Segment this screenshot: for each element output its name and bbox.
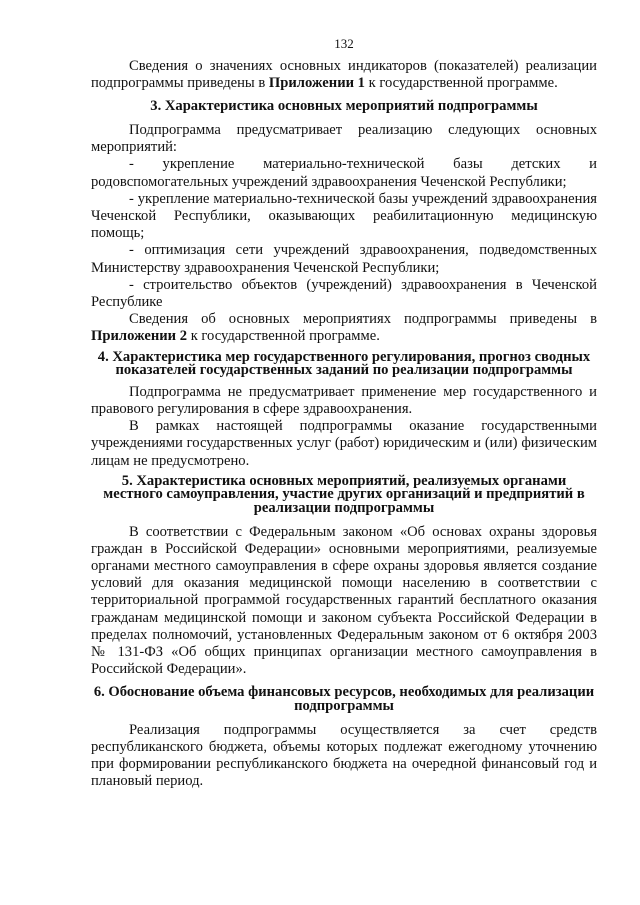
intro-appendix-ref: Приложении 1 bbox=[268, 75, 365, 92]
section-3-item: - строительство объектов (учреждений) здравоохранения в Чеченской Республике bbox=[91, 276, 597, 311]
section-3-note bbox=[91, 311, 597, 345]
section-3-lead: Подпрограмма предусматривает реализацию следующих основных мероприятий: bbox=[91, 122, 597, 156]
section-3-item: - укрепление материально-технической базы учреждений здравоохранения Чеченской Республики, оказывающих реабилитационную медицинскую помощь; bbox=[91, 190, 597, 242]
section-4-paragraph-2: В рамках настоящей подпрограммы оказание государственными учреждениями государственных услуг (работ) юридическим и (или) физическим лицам не предусмотрено. bbox=[91, 418, 597, 469]
intro-text-2: к государственной программе. bbox=[364, 75, 558, 92]
section-3-note-text-2: к государственной программе. bbox=[187, 328, 380, 345]
page-content bbox=[91, 58, 597, 790]
intro-text-1: Сведения о значениях основных индикаторов (показателей) реализации подпрограммы приведены в bbox=[91, 58, 597, 92]
section-5-heading: 5. Характеристика основных мероприятий, реализуемых органами местного самоуправления, участие других организаций и предприятий в реализации подпрограммы bbox=[103, 472, 585, 517]
section-6-paragraph-1: Реализация подпрограммы осуществляется за счет средств республиканского бюджета, объемы которых подлежат ежегодному уточнению при формировании республиканского бюджета на очередной финансовый год и плановый период. bbox=[91, 721, 597, 790]
section-3-item: - укрепление материально-технической базы детских и родовспомогательных учреждений здравоохранения Чеченской Республики; bbox=[91, 156, 597, 190]
section-3-note-text-1: Сведения об основных мероприятиях подпрограммы приведены в bbox=[129, 311, 597, 328]
section-3-heading: 3. Характеристика основных мероприятий подпрограммы bbox=[150, 98, 538, 115]
section-5-paragraph-1: В соответствии с Федеральным законом «Об основах охраны здоровья граждан в Российской Федерации» основными мероприятиями, реализуемые органами местного самоуправления в сфере охраны здоровья является создание условий для оказания медицинской помощи населению в соответствии с территориальной программой государственных гарантий бесплатного оказания гражданам медицинской помощи и законом субъекта Российской Федерации в пределах полномочий, установленных Федеральным законом от 6 октября 2003 № 131-ФЗ «Об общих принципах организации местного самоуправления в Российской Федерации». bbox=[91, 523, 597, 678]
section-4-heading: 4. Характеристика мер государственного регулирования, прогноз сводных показателей государственных заданий по реализации подпрограммы bbox=[97, 348, 591, 379]
section-6-heading: 6. Обоснование объема финансовых ресурсов, необходимых для реализации подпрограммы bbox=[93, 684, 595, 715]
section-3-appendix-ref: Приложении 2 bbox=[91, 328, 188, 345]
intro-paragraph bbox=[91, 58, 597, 92]
section-3-item: - оптимизация сети учреждений здравоохранения, подведомственных Министерству здравоохранения Чеченской Республики; bbox=[91, 242, 597, 276]
section-4-paragraph-1: Подпрограмма не предусматривает применение мер государственного и правового регулирования в сфере здравоохранения. bbox=[91, 383, 597, 418]
page-number: 132 bbox=[334, 36, 354, 51]
